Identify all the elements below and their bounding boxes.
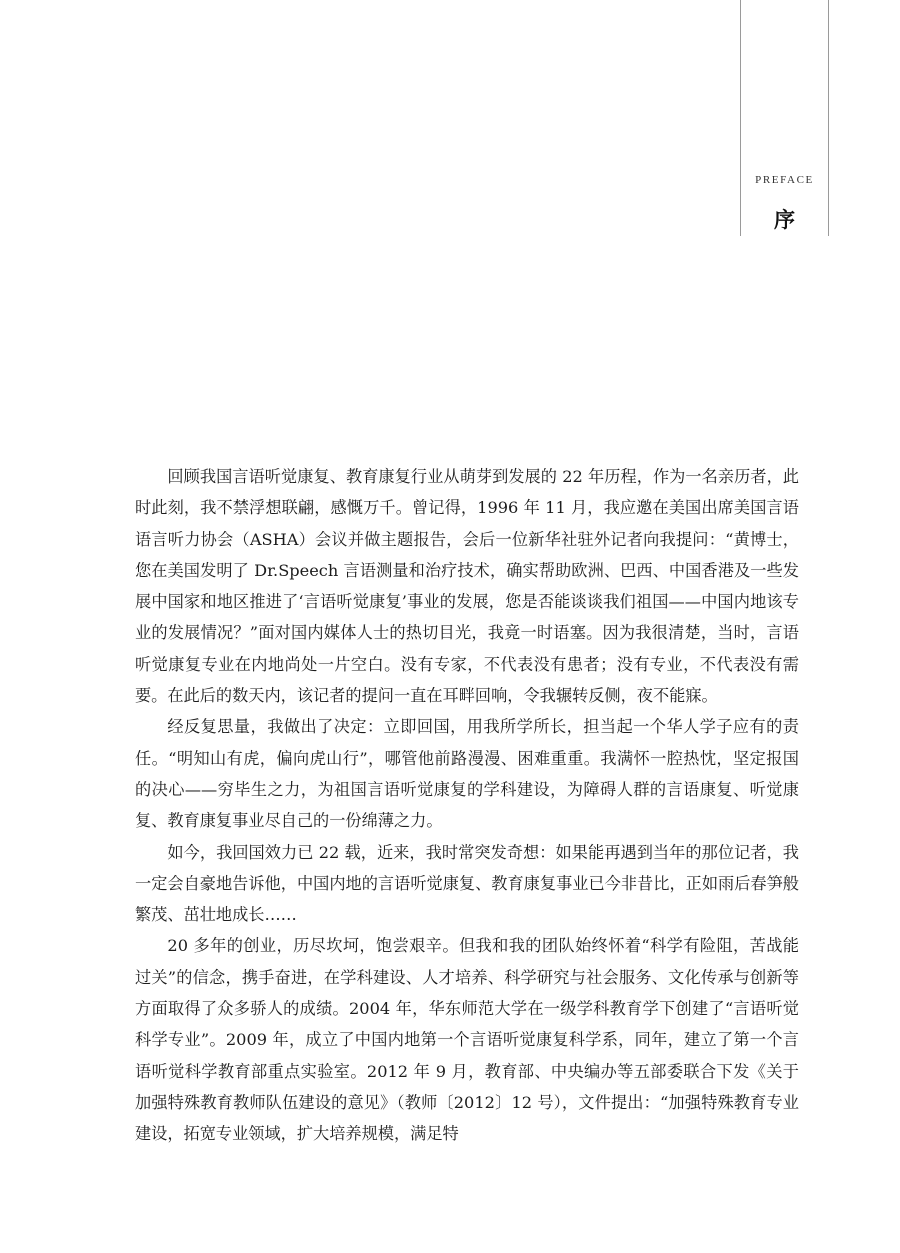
preface-label: PREFACE [755, 174, 814, 186]
page-title: 序 [774, 208, 795, 232]
header-left-rule [740, 0, 741, 236]
paragraph-3: 如今，我回国效力已 22 载，近来，我时常突发奇想：如果能再遇到当年的那位记者，我一定会自豪地告诉他，中国内地的言语听觉康复、教育康复事业已今非昔比，正如雨后春笋般繁茂、茁壮地成长…… [135, 842, 799, 925]
paragraph-1: 回顾我国言语听觉康复、教育康复行业从萌芽到发展的 22 年历程，作为一名亲历者，此时此刻，我不禁浮想联翩，感慨万千。曾记得，1996 年 11 月，我应邀在美国出席美国言语语言听力协会（ASHA）会议并做主题报告，会后一位新华社驻外记者向我提问：“黄博士，您在美国发明了 Dr.Speech 言语测量和治疗技术，确实帮助欧洲、巴西、中国香港及一些发展中国家和地区推进了‘言语听觉康复’事业的发展，您是否能谈谈我们祖国——中国内地该专业的发展情况？”面对国内媒体人士的热切目光，我竟一时语塞。因为我很清楚，当时，言语听觉康复专业在内地尚处一片空白。没有专家，不代表没有患者；没有专业，不代表没有需要。在此后的数天内，该记者的提问一直在耳畔回响，令我辗转反侧，夜不能寐。 [135, 467, 799, 706]
paragraph-4: 20 多年的创业，历尽坎坷，饱尝艰辛。但我和我的团队始终怀着“科学有险阻，苦战能过关”的信念，携手奋进，在学科建设、人才培养、科学研究与社会服务、文化传承与创新等方面取得了众多骄人的成绩。2004 年，华东师范大学在一级学科教育学下创建了“言语听觉科学专业”。2009 年，成立了中国内地第一个言语听觉康复科学系，同年，建立了第一个言语听觉科学教育部重点实验室。2012 年 9 月，教育部、中央编办等五部委联合下发《关于加强特殊教育教师队伍建设的意见》（教师〔2012〕12 号），文件提出：“加强特殊教育专业建设，拓宽专业领域，扩大培养规模，满足特 [135, 936, 799, 1144]
body-text [135, 461, 799, 1150]
paragraph-2: 经反复思量，我做出了决定：立即回国，用我所学所长，担当起一个华人学子应有的责任。“明知山有虎，偏向虎山行”，哪管他前路漫漫、困难重重。我满怀一腔热忱，坚定报国的决心——穷毕生之力，为祖国言语听觉康复的学科建设，为障碍人群的言语康复、听觉康复、教育康复事业尽自己的一份绵薄之力。 [135, 717, 799, 831]
header-right-rule [828, 0, 829, 236]
